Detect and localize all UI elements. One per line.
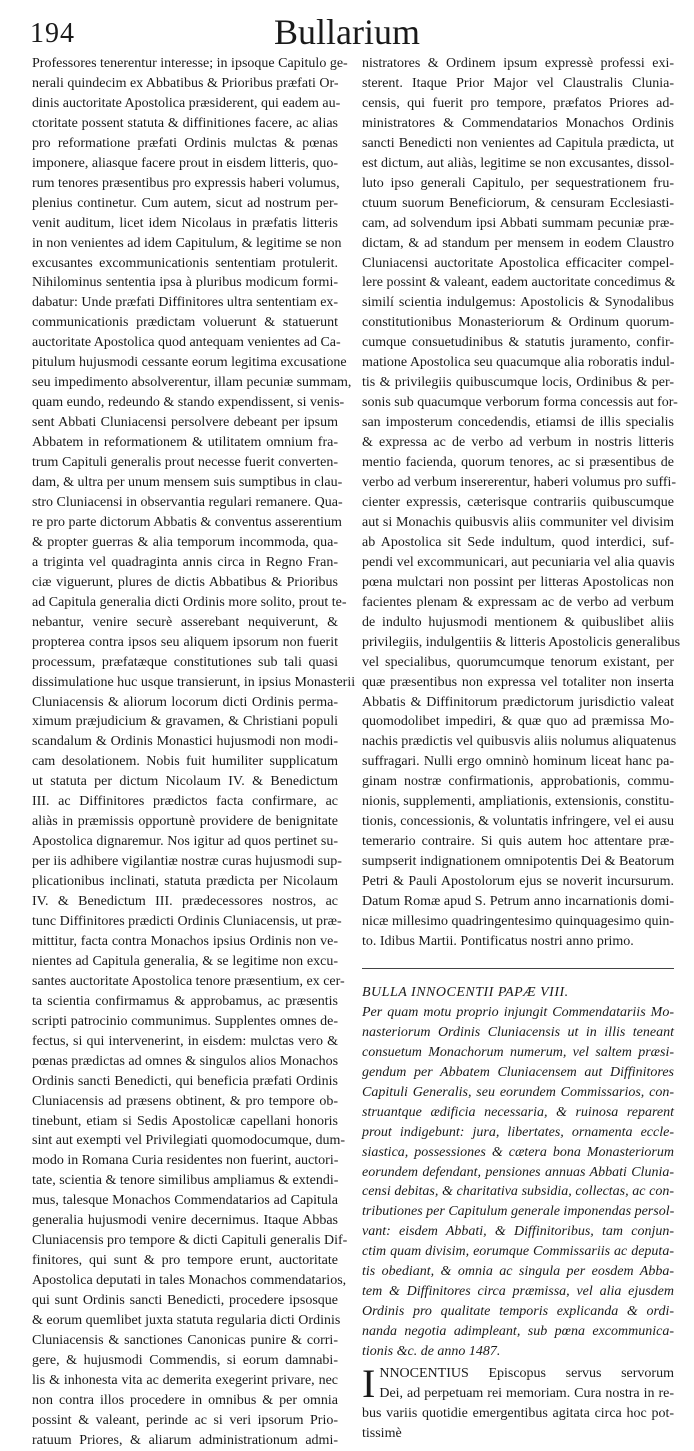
summary-line: gendum per Abbatem Cluniacensem aut Diffinitores: [362, 1064, 674, 1080]
text-line: nientes ad Capitula generalia, & se legitime non excu-: [32, 953, 338, 969]
text-line: Petri & Pauli Apostolorum ejus se noverit incursurum.: [362, 874, 674, 890]
summary-line: consuetum Monachorum numerum, vel saltem præsi-: [362, 1044, 674, 1060]
text-line: nistratores & Ordinem ipsum expressè professi exi-: [362, 56, 674, 71]
text-line: suffragari. Nulli ergo omninò hominum liceat hanc pa-: [362, 754, 674, 770]
text-line: Dei, ad perpetuam rei memoriam. Cura nostra in re-: [379, 1386, 674, 1401]
summary-line: tem & Diffinitores circa præmissa, vel alia ejusdem: [362, 1284, 674, 1300]
text-line: pitulum hujusmodi cessante eorum legitima excusatione: [32, 355, 347, 371]
text-line: tis & privilegiis quibuscumque locis, Ordinibus & per-: [362, 375, 674, 391]
text-line: sterent. Itaque Prior Major vel Claustralis Clunia-: [362, 75, 674, 91]
summary-line: censi debitas, & charitativa subsidia, collectas, ac con-: [362, 1184, 674, 1200]
text-line: aliàs in præmissis opportunè providere de benignitate: [32, 814, 338, 830]
text-line: plicationibus inclinati, statuta prædicta per Nicolaum: [32, 874, 338, 890]
text-line: nebantur, venire securè asserebant nequiverunt, &: [32, 614, 338, 630]
text-line: pœna mulctari non possint per litteras Apostolicas non: [362, 574, 674, 590]
summary-line: siastica, possessiones & cætera bona Monasteriorum: [362, 1144, 674, 1160]
text-line: stro Cluniacensi in observantia regulari remanere. Qua-: [32, 494, 343, 510]
summary-line: nanda negotia adimpleant, sub pœna excommunica-: [362, 1324, 674, 1340]
text-line: ciæ viguerunt, plures de dictis Abbatibus & Prioribus: [32, 574, 338, 590]
text-line: venit auditum, licet idem Nicolaus in præfatis litteris: [32, 215, 338, 231]
text-line: sancti Benedicti non venientes ad Capitula prædicta, ut: [362, 135, 674, 151]
text-line: Professores tenerentur interesse; in ipsoque Capitulo ge-: [32, 56, 348, 71]
running-title: Bullarium: [274, 12, 420, 52]
text-line: de indulto hujusmodi mentionem & quibuslibet aliis: [362, 614, 674, 630]
text-line: to. Idibus Martii. Pontificatus nostri anno primo.: [362, 933, 634, 949]
drop-cap: I: [362, 1361, 376, 1407]
text-line: mus, talesque Monachos Commendatarios ad Capitula: [32, 1193, 338, 1209]
text-line: trum Capituli generalis prout necesse fuerit converten-: [32, 455, 338, 471]
text-line: qui sunt Ordinis sancti Benedicti, procedere ipsosque: [32, 1293, 338, 1309]
text-line: aut si Monachis quibusvis aliis communiter vel divisim: [362, 514, 674, 530]
innocentius-paragraph: [362, 1361, 674, 1444]
text-line: possint & valeant, perinde ac si veri ipsorum Prio-: [32, 1412, 338, 1428]
text-line: nachis prædictis vel quibusvis aliis nolumus aliquatenus: [362, 734, 677, 750]
text-line: finitores, qui sunt & pro tempore erunt, auctoritate: [32, 1253, 338, 1269]
text-line: Nihilominus sententia ipsa à pluribus modicum formi-: [32, 275, 338, 291]
text-line: dinis auctoritate Apostolica præsiderent, qui eadem au-: [32, 95, 341, 111]
text-line: generalia hujusmodi venire decernimus. Itaque Abbas: [32, 1213, 338, 1229]
text-line: dam, & ultra per unum mensem suis sumptibus in clau-: [32, 475, 343, 491]
text-line: IV. & Benedictum III. prædecessores nostros, ac: [32, 894, 338, 910]
text-line: cienter expressis, cæterisque contrariis quibuscumque: [362, 494, 674, 510]
text-line: Cluniacensis & aliorum locorum dicti Ordinis perma-: [32, 694, 338, 710]
text-line: dissimulatione huc usque transierunt, in ipsius Monasterii: [32, 674, 356, 690]
text-line: seu impedimento absolverentur, illam pecuniæ summam,: [32, 375, 352, 391]
summary-line: nasteriorum Ordinis Cluniacensis ut in illis teneant: [362, 1024, 674, 1040]
summary-line: Ordinis pro qualitate temporis explicanda & ordi-: [362, 1304, 674, 1320]
text-line: plenius continetur. Cum autem, sicut ad nostrum per-: [32, 195, 338, 211]
text-line: Ordinis sancti Benedicti, qui beneficia præfati Ordinis: [32, 1073, 338, 1089]
text-line: per iis adhibere vigilantiæ nostræ curas hujusmodi sup-: [32, 854, 342, 870]
text-line: processum, præfatæque constitutiones sub tali quasi: [32, 654, 338, 670]
right-column: [362, 54, 681, 1444]
summary-line: eorundem defendant, pensiones annuas Abbati Clunia-: [362, 1164, 674, 1180]
text-line: ximum præjudicium & gravamen, & Christiani populi: [32, 714, 338, 730]
text-line: tunc Diffinitores prædicti Ordinis Cluniacensis, ut præ-: [32, 913, 342, 929]
text-line: lere possint & valeant, eadem auctoritate concedimus &: [362, 275, 676, 291]
text-line: censis, qui fuerit pro tempore, præfatos Priores ad-: [362, 95, 674, 111]
text-line: Datum Romæ apud S. Petrum anno incarnationis domi-: [362, 894, 674, 910]
text-line: dabatur: Unde præfati Diffinitores ultra sententiam ex-: [32, 295, 339, 311]
text-line: cam, ad solvendum ipsi Abbati summam pecuniæ præ-: [362, 215, 674, 231]
summary-line: tis obediant, & omnia ac singula per eosdem Abba-: [362, 1264, 674, 1280]
summary-line: prout indigebunt: jura, libertates, ornamenta eccle-: [362, 1124, 674, 1140]
text-line: ginam nostræ confirmationis, approbationis, commu-: [362, 774, 674, 790]
text-line: ta scientia confirmamus & approbamus, ac præsentis: [32, 993, 338, 1009]
text-line: ab Apostolica sit Sede indultum, quod interdici, suf-: [362, 534, 674, 550]
text-line: quam eundo, redeundo & stando expendissent, si venis-: [32, 395, 345, 411]
right-column-text: [362, 54, 681, 952]
text-line: Cluniacensis & sanctiones Canonicas punire & corri-: [32, 1333, 338, 1348]
text-line: constitutionibus Monasteriorum & Ordinum quorum-: [362, 315, 674, 331]
text-line: pro reformatione præfati Ordinis mulctas & pœnas: [32, 135, 338, 151]
text-line: ratuum Priores, & aliarum administrationum admi-: [32, 1432, 338, 1448]
text-line: est dictum, aut aliàs, legitime se non excusantes, dissol-: [362, 155, 675, 171]
text-line: non contra illos procedere in omnibus & per omnia: [32, 1392, 338, 1408]
text-line: re pro parte dictorum Abbatis & conventus asserentium: [32, 514, 342, 530]
text-line: nicæ millesimo quadringentesimo quinquagesimo quin-: [362, 913, 674, 929]
text-line: Apostolica dignaremur. Nos igitur ad quos pertinet su-: [32, 834, 338, 850]
text-line: lis & inhonesta vita ac demerita exegerint privare, nec: [32, 1372, 338, 1388]
text-line: tionis, concessionis, & voluntatis infringere, vel ei ausu: [362, 814, 674, 830]
text-line: ctoritate possent statuta & diffinitiones facere, ac alias: [32, 115, 338, 131]
innocentius-text: [362, 1361, 674, 1444]
page-number: 194: [30, 18, 75, 49]
text-line: santes auctoritate Apostolica tenore præsentium, ex cer-: [32, 973, 345, 989]
text-line: pœnas prædictas ad omnes & singulos alios Monachos: [32, 1053, 339, 1069]
text-line: matione Apostolica seu quacumque alia roboratis indul-: [362, 355, 675, 371]
text-line: nionis, supplementi, ampliationis, extensionis, constitu-: [362, 794, 674, 810]
summary-line: tributiones per Capitulum generale imponendas persol-: [362, 1204, 675, 1220]
text-line: temerario contraire. Si quis autem hoc attentare præ-: [362, 834, 674, 850]
text-line: Abbatis & Diffinitorum prædictorum jurisdictio valeat: [362, 694, 674, 710]
text-line: tate, scientia & tenore similibus ampliamus & extendi-: [32, 1173, 339, 1189]
text-line: quomodolibet impediri, & quæ quo ad præmissa Mo-: [362, 714, 674, 730]
text-line: verbo ad verbum insererentur, haberi volumus pro suffi-: [362, 475, 677, 491]
text-line: vel specialibus, quorumcumque tenorum existant, per: [362, 654, 674, 670]
text-line: mentio facienda, quorum tenores, ac si præsentibus de: [362, 455, 674, 471]
text-line: rum tenores præsentibus pro expressis haberi volumus,: [32, 175, 340, 191]
summary-line: struantque ædificia necessaria, & ruinosa reparent: [362, 1104, 674, 1120]
summary-line: ctim quam divisim, eorumque Commissariis ac deputa-: [362, 1244, 674, 1260]
text-line: scripti patrocinio communimus. Supplentes omnes de-: [32, 1013, 338, 1029]
text-line: & expressa ac de verbo ad verbum in nostris litteris: [362, 435, 674, 451]
text-line: & propter guerras & alia temporum incommoda, qua-: [32, 534, 338, 550]
text-line: III. ac Diffinitores prædictos facta confirmare, ac: [32, 794, 338, 810]
text-line: bus variis quotidie emergentibus agitata circa hoc pot-: [362, 1405, 674, 1421]
text-line: san imposterum concedendis, etiamsi de illis specialis: [362, 415, 674, 431]
text-line: in non venientes ad idem Capitulum, & legitime se non: [32, 235, 342, 251]
text-line: Cluniacensi auctoritate Apostolica efficaciter compel-: [362, 255, 674, 271]
text-line: sonis sub quacumque verborum forma concessis aut for-: [362, 395, 678, 411]
summary-line: tionis &c. de anno 1487.: [362, 1344, 501, 1360]
text-line: Cluniacensis pro tempore & dicti Capituli generalis Dif-: [32, 1233, 348, 1249]
text-line: ministratores & Commendatarios Monachos Ordinis: [362, 115, 674, 131]
text-line: dictam, & ad standum per mensem in eodem Claustro: [362, 235, 674, 251]
text-line: NNOCENTIUS Episcopus servus servorum: [379, 1366, 674, 1382]
text-line: modo in Romana Curia residentes non fuerint, auctori-: [32, 1153, 339, 1169]
text-line: luto ipso generali Capitulo, per sequestrationem fru-: [362, 175, 674, 191]
text-line: tissimè: [362, 1425, 402, 1441]
text-line: cam desolationem. Nobis fuit humiliter supplicatum: [32, 754, 338, 770]
text-line: mittitur, facta contra Monachos ipsius Ordinis non ve-: [32, 933, 338, 949]
text-line: nerali quindecim ex Abbatibus & Prioribus præfati Or-: [32, 75, 339, 91]
text-line: similí scientia indulgemus: Apostolicis & Synodalibus: [362, 295, 674, 311]
text-line: facientes plenam & expressam ac de verbo ad verbum: [362, 594, 674, 610]
text-line: tinebunt, etiam si Sedis Apostolicæ capellani honoris: [32, 1113, 338, 1129]
text-line: gere, & hujusmodi Commendis, si eorum damnabi-: [32, 1352, 338, 1368]
text-line: a triginta vel quadraginta annis circa in Regno Fran-: [32, 554, 338, 570]
text-line: ut statuta per dictum Nicolaum IV. & Benedictum: [32, 774, 338, 790]
text-line: Cluniacensis ad præsens obtinent, & pro tempore ob-: [32, 1093, 338, 1109]
text-line: propterea contra ipsos seu aliquem ipsorum non fuerit: [32, 634, 338, 650]
text-line: sumpserit indignationem omnipotentis Dei & Beatorum: [362, 854, 675, 870]
text-line: & eorum quemlibet juxta statuta regularia dicti Ordinis: [32, 1313, 341, 1329]
summary-line: vant: eisdem Abbati, & Diffinitoribus, tam conjun-: [362, 1224, 674, 1240]
text-line: ctuum suorum Beneficiorum, & censuram Ecclesiasti-: [362, 195, 674, 211]
summary-line: Per quam motu proprio injungit Commendatariis Mo-: [362, 1004, 674, 1020]
text-line: quæ præsentibus non expressa vel totaliter non inserta: [362, 674, 674, 690]
bull-summary: [362, 1003, 674, 1362]
text-line: communicationis prædictam voluerunt & statuerunt: [32, 315, 338, 331]
text-line: Abbatem in reformationem & utilitatem omnium fra-: [32, 435, 338, 451]
text-line: excusantes excommunicationis sententiam protulerit.: [32, 255, 338, 271]
text-line: scandalum & Ordinis Monastici hujusmodi non modi-: [32, 734, 338, 750]
text-line: cumque consuetudinibus & statutis juramento, confir-: [362, 335, 674, 351]
text-line: Apostolica deputati in tales Monachos commendatarios,: [32, 1273, 347, 1289]
left-column: [32, 54, 356, 1451]
text-line: imponere, aliasque facere prout in eisdem litteris, quo-: [32, 155, 338, 171]
text-line: fectus, si qui intervenerint, in eisdem: mulctas vero &: [32, 1033, 338, 1049]
summary-line: Capituli Generalis, seu eorundem Commissarios, con-: [362, 1084, 674, 1100]
bull-heading: BULLA INNOCENTII PAPÆ VIII.: [362, 968, 674, 1003]
text-line: pendi vel excommunicari, aut pecuniaria vel alia quavis: [362, 554, 675, 570]
text-line: privilegiis, indulgentiis & litteris Apostolicis generalibus: [362, 634, 681, 650]
text-line: ad Capitula generalia dicti Ordinis more solito, prout te-: [32, 594, 347, 610]
text-line: sent Abbati Cluniacensi persolvere debeant per ipsum: [32, 415, 338, 431]
text-line: sint aut exempti vel Privilegiati quomodocumque, dum-: [32, 1133, 346, 1149]
text-line: auctoritate Apostolica quod antequam venientes ad Ca-: [32, 335, 341, 351]
